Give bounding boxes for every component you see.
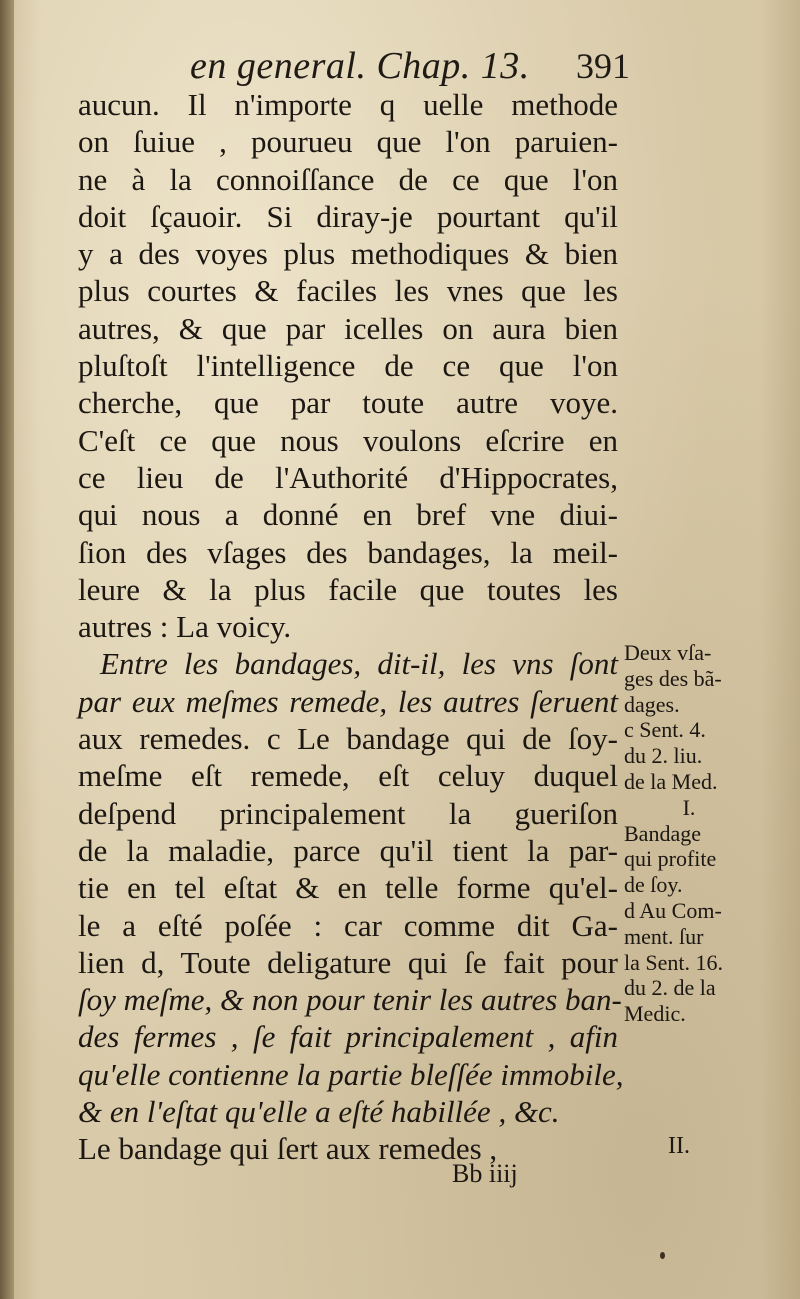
text-line: autres, & que par icelles on aura bien — [78, 310, 618, 346]
text-line: deſpend principalement la gueriſon — [78, 795, 618, 831]
margin-note-line: de la Med. — [624, 768, 718, 794]
quotation-line: qu'elle contienne la partie bleſſée immobile, — [78, 1056, 624, 1092]
text-line: ne à la connoiſſance de ce que l'on — [78, 161, 618, 197]
margin-catchword: II. — [668, 1133, 690, 1159]
text-line: doit ſçauoir. Si diray-je pourtant qu'il — [78, 198, 618, 234]
margin-note-line: Deux vſa- — [624, 640, 712, 665]
text-line: lien d, Toute deligature qui ſe fait pour — [78, 944, 618, 980]
page-gutter — [0, 0, 14, 1299]
text-line: aucun. Il n'importe q uelle methode — [78, 87, 618, 122]
text-line: autres : La voicy. — [78, 609, 292, 645]
ink-blot — [660, 1252, 665, 1259]
margin-note-line: ges des bã- — [624, 665, 722, 691]
text-line: tie en tel eſtat & en telle forme qu'el- — [78, 870, 618, 906]
text-line: aux remedes. c Le bandage qui de ſoy- — [78, 721, 618, 757]
text-line: qui nous a donné en bref vne diui- — [78, 497, 618, 533]
margin-note-line: Bandage — [624, 820, 701, 846]
text-line: C'eſt ce que nous voulons eſcrire en — [78, 422, 618, 458]
margin-note-line: d Au Com- — [624, 897, 722, 923]
text-line: plus courtes & faciles les vnes que les — [78, 273, 618, 309]
quotation-line: Entre les bandages, dit-il, les vns ſont — [100, 646, 618, 682]
margin-note-line: dages. — [624, 691, 680, 717]
text-line: le a eſté poſée : car comme dit Ga- — [78, 907, 618, 943]
quotation-line: ſoy meſme, & non pour tenir les autres ban- — [78, 982, 622, 1018]
text-line: ſion des vſages des bandages, la meil- — [78, 534, 618, 570]
quotation-line: des fermes , ſe fait principalement , afin — [78, 1019, 618, 1055]
margin-notes — [624, 640, 774, 1027]
margin-note-line: ment. ſur — [624, 923, 704, 949]
text-line: leure & la plus facile que toutes les — [78, 571, 618, 607]
text-line: y a des voyes plus methodiques & bien — [78, 236, 618, 272]
text-line: on ſuiue , pourueu que l'on paruien- — [78, 124, 618, 160]
main-text-block — [78, 86, 624, 1168]
quotation-line: & en l'eſtat qu'elle a eſté habillée , &c. — [78, 1094, 560, 1130]
margin-note-line: de ſoy. — [624, 872, 683, 898]
text-line: de la maladie, parce qu'il tient la par- — [78, 832, 618, 868]
margin-note-line: qui profite — [624, 846, 717, 872]
text-line: pluſtoſt l'intelligence de ce que l'on — [78, 348, 618, 384]
running-title: en general. Chap. 13. — [190, 45, 530, 87]
page-number: 391 — [576, 46, 630, 86]
text-line: Le bandage qui ſert aux remedes , — [78, 1131, 498, 1167]
text-line: ce lieu de l'Authorité d'Hippocrates, — [78, 459, 618, 495]
margin-note-line: du 2. liu. — [624, 743, 703, 769]
margin-note-line: du 2. de la — [624, 975, 716, 1001]
quotation-line: par eux meſmes remede, les autres ſeruent — [78, 683, 618, 719]
margin-note-line: c Sent. 4. — [624, 717, 706, 743]
margin-note-line: Medic. — [624, 1001, 686, 1027]
signature-mark: Bb iiij — [452, 1159, 518, 1188]
text-line: meſme eſt remede, eſt celuy duquel — [78, 758, 618, 794]
text-line: cherche, que par toute autre voye. — [78, 385, 618, 421]
margin-note-line: la Sent. 16. — [624, 949, 723, 975]
margin-note-line: I. — [682, 794, 696, 820]
page-header — [190, 40, 630, 92]
